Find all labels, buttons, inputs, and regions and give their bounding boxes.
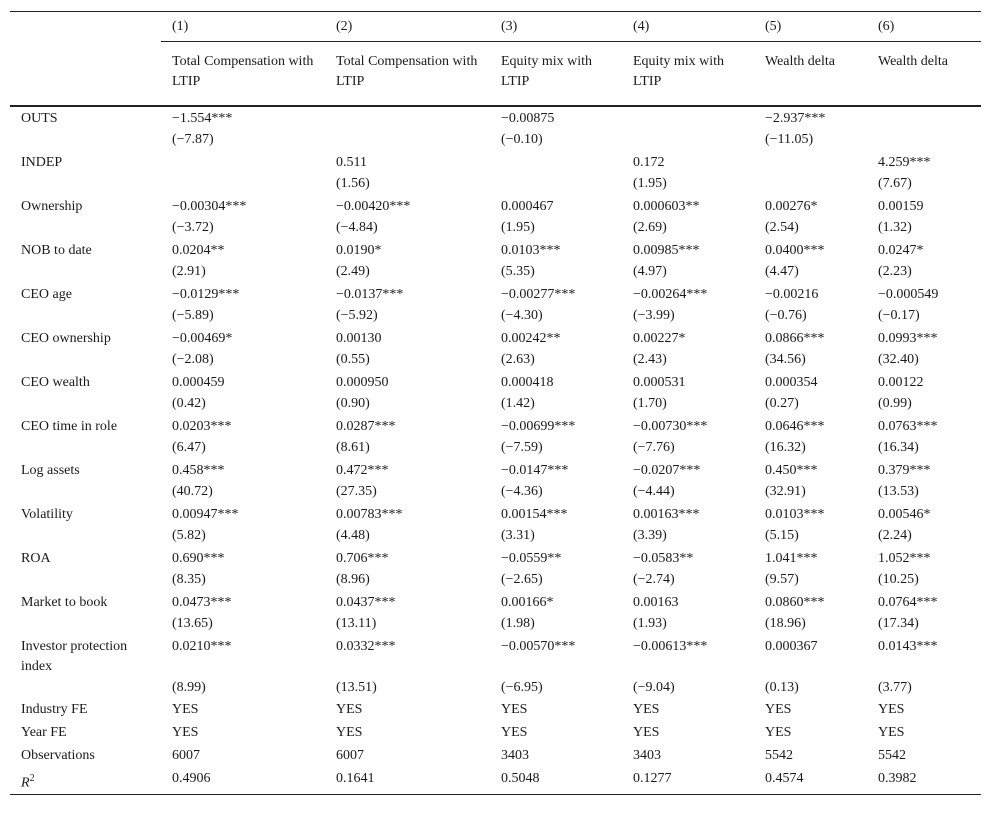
coefficient-cell: −0.00730***: [633, 419, 708, 434]
coefficient-cell: 0.0247*: [878, 243, 924, 258]
table-row: [10, 371, 981, 393]
t-statistic-cell: (0.13): [765, 680, 799, 695]
column-number: (2): [325, 12, 490, 42]
t-statistic-cell: (7.67): [878, 176, 912, 191]
t-statistic-cell: (−11.05): [765, 132, 814, 147]
column-label: Wealth delta: [867, 42, 981, 107]
table-row: [10, 239, 981, 261]
coefficient-cell: 1.052***: [878, 551, 931, 566]
coefficient-cell: −0.00613***: [633, 639, 708, 654]
coefficient-cell: 0.0287***: [336, 419, 396, 434]
coefficient-cell: 0.000467: [501, 199, 554, 214]
coefficient-cell: 0.000367: [765, 639, 818, 654]
column-number: (3): [490, 12, 622, 42]
table-row-tstat: [10, 613, 981, 635]
r-squared-cell: 0.5048: [490, 768, 622, 794]
t-statistic-cell: (−5.92): [336, 308, 378, 323]
coefficient-cell: −0.0147***: [501, 463, 569, 478]
t-statistic-cell: (32.40): [878, 352, 919, 367]
t-statistic-cell: (4.48): [336, 528, 370, 543]
t-statistic-cell: (0.27): [765, 396, 799, 411]
t-statistic-cell: (9.57): [765, 572, 799, 587]
coefficient-cell: 0.0332***: [336, 639, 396, 654]
column-label-row: [10, 42, 981, 107]
r-squared-letter: R: [21, 775, 30, 791]
t-statistic-cell: (5.82): [172, 528, 206, 543]
t-statistic-cell: (13.11): [336, 616, 377, 631]
coefficient-cell: 0.00985***: [633, 243, 700, 258]
t-statistic-cell: (1.42): [501, 396, 535, 411]
coefficient-cell: −0.000549: [878, 287, 939, 302]
coefficient-cell: 0.00163: [633, 595, 679, 610]
row-label-r-squared: [10, 768, 161, 794]
table-row: [10, 635, 981, 677]
coefficient-cell: 0.0646***: [765, 419, 825, 434]
t-statistic-cell: (16.32): [765, 440, 806, 455]
t-statistic-cell: (2.49): [336, 264, 370, 279]
t-statistic-cell: (17.34): [878, 616, 919, 631]
t-statistic-cell: (1.70): [633, 396, 667, 411]
coefficient-cell: 0.00154***: [501, 507, 568, 522]
t-statistic-cell: (1.93): [633, 616, 667, 631]
table-row-tstat: [10, 129, 981, 151]
stat-cell: 5542: [878, 748, 906, 763]
table-row: [10, 195, 981, 217]
table-row: [10, 415, 981, 437]
column-label: Equity mix with LTIP: [622, 42, 754, 107]
coefficient-cell: [622, 106, 754, 129]
row-label: Market to book: [21, 595, 108, 610]
stat-cell: YES: [501, 702, 528, 717]
row-label: Year FE: [21, 725, 67, 740]
column-label: Total Compensation with LTIP: [161, 42, 325, 107]
coefficient-cell: 0.00242**: [501, 331, 561, 346]
column-number: (6): [867, 12, 981, 42]
coefficient-cell: 0.0993***: [878, 331, 938, 346]
coefficient-cell: −0.0137***: [336, 287, 404, 302]
stat-cell: 6007: [336, 748, 364, 763]
row-label-empty: [10, 569, 161, 591]
table-row: [10, 503, 981, 525]
coefficient-cell: −0.00420***: [336, 199, 411, 214]
coefficient-cell: −0.0559**: [501, 551, 562, 566]
row-label: Ownership: [21, 199, 83, 214]
coefficient-cell: 0.172: [633, 155, 665, 170]
r-squared-cell: 0.1641: [325, 768, 490, 794]
stat-cell: YES: [633, 725, 660, 740]
coefficient-cell: 0.00130: [336, 331, 382, 346]
t-statistic-cell: (8.99): [172, 680, 206, 695]
stat-row: [10, 699, 981, 722]
coefficient-cell: −0.0207***: [633, 463, 701, 478]
coefficient-cell: 0.00166*: [501, 595, 554, 610]
t-statistic-cell: (0.90): [336, 396, 370, 411]
row-label-empty: [10, 261, 161, 283]
coefficient-cell: 0.000950: [336, 375, 389, 390]
table-row-tstat: [10, 173, 981, 195]
coefficient-cell: −0.00216: [765, 287, 819, 302]
t-statistic-cell: [490, 173, 622, 195]
stat-cell: 3403: [633, 748, 661, 763]
coefficient-cell: 0.000418: [501, 375, 554, 390]
stat-cell: YES: [336, 702, 363, 717]
coefficient-cell: 0.379***: [878, 463, 931, 478]
t-statistic-cell: (27.35): [336, 484, 377, 499]
table-row-tstat: [10, 481, 981, 503]
t-statistic-cell: (3.39): [633, 528, 667, 543]
table-row-tstat: [10, 525, 981, 547]
t-statistic-cell: (32.91): [765, 484, 806, 499]
stat-cell: YES: [501, 725, 528, 740]
t-statistic-cell: [161, 173, 325, 195]
t-statistic-cell: (2.23): [878, 264, 912, 279]
coefficient-cell: [490, 151, 622, 173]
coefficient-cell: 1.041***: [765, 551, 818, 566]
t-statistic-cell: (5.15): [765, 528, 799, 543]
coefficient-cell: 0.000531: [633, 375, 686, 390]
t-statistic-cell: (13.51): [336, 680, 377, 695]
stat-cell: 3403: [501, 748, 529, 763]
t-statistic-cell: (−5.89): [172, 308, 214, 323]
coefficient-cell: 0.00546*: [878, 507, 931, 522]
coefficient-cell: 0.706***: [336, 551, 389, 566]
t-statistic-cell: (5.35): [501, 264, 535, 279]
stat-row: [10, 745, 981, 768]
t-statistic-cell: (−6.95): [501, 680, 543, 695]
table-row: [10, 547, 981, 569]
table-row-tstat: [10, 305, 981, 327]
t-statistic-cell: (2.54): [765, 220, 799, 235]
stat-cell: 6007: [172, 748, 200, 763]
column-label: Equity mix with LTIP: [490, 42, 622, 107]
column-label: Total Compensation with LTIP: [325, 42, 490, 107]
stat-cell: YES: [878, 725, 905, 740]
coefficient-cell: 0.0866***: [765, 331, 825, 346]
header-corner-cell: [10, 42, 161, 107]
stat-cell: YES: [765, 702, 792, 717]
row-label-empty: [10, 305, 161, 327]
row-label-empty: [10, 393, 161, 415]
r-squared-cell: 0.3982: [867, 768, 981, 794]
coefficient-cell: 4.259***: [878, 155, 931, 170]
t-statistic-cell: (16.34): [878, 440, 919, 455]
row-label-empty: [10, 217, 161, 239]
table-row: [10, 591, 981, 613]
t-statistic-cell: (−7.76): [633, 440, 675, 455]
t-statistic-cell: (8.96): [336, 572, 370, 587]
coefficient-cell: 0.0190*: [336, 243, 382, 258]
row-label-empty: [10, 437, 161, 459]
t-statistic-cell: (−2.65): [501, 572, 543, 587]
column-label: Wealth delta: [754, 42, 867, 107]
table-row-tstat: [10, 261, 981, 283]
row-label: Volatility: [21, 507, 73, 522]
coefficient-cell: 0.00122: [878, 375, 924, 390]
column-number: (4): [622, 12, 754, 42]
t-statistic-cell: (−4.44): [633, 484, 675, 499]
table-row: [10, 459, 981, 481]
row-label: Industry FE: [21, 702, 88, 717]
coefficient-cell: 0.511: [336, 155, 367, 170]
coefficient-cell: 0.690***: [172, 551, 225, 566]
coefficient-cell: [325, 106, 490, 129]
coefficient-cell: −0.00304***: [172, 199, 247, 214]
t-statistic-cell: (−2.74): [633, 572, 675, 587]
coefficient-cell: 0.00947***: [172, 507, 239, 522]
stat-cell: YES: [878, 702, 905, 717]
coefficient-cell: 0.00159: [878, 199, 924, 214]
row-label-empty: [10, 129, 161, 151]
coefficient-cell: 0.0103***: [765, 507, 825, 522]
t-statistic-cell: (3.31): [501, 528, 535, 543]
coefficient-cell: 0.472***: [336, 463, 389, 478]
row-label: OUTS: [21, 111, 58, 126]
t-statistic-cell: (4.97): [633, 264, 667, 279]
coefficient-cell: −2.937***: [765, 111, 826, 126]
coefficient-cell: −0.0129***: [172, 287, 240, 302]
t-statistic-cell: (2.43): [633, 352, 667, 367]
coefficient-cell: 0.00227*: [633, 331, 686, 346]
row-label: CEO wealth: [21, 375, 90, 390]
t-statistic-cell: (1.95): [501, 220, 535, 235]
row-label-empty: [10, 173, 161, 195]
coefficient-cell: 0.0203***: [172, 419, 232, 434]
coefficient-cell: 0.00783***: [336, 507, 403, 522]
row-label: Investor protection index: [21, 639, 128, 674]
stat-cell: 5542: [765, 748, 793, 763]
coefficient-cell: 0.0400***: [765, 243, 825, 258]
t-statistic-cell: [325, 129, 490, 151]
t-statistic-cell: (0.42): [172, 396, 206, 411]
t-statistic-cell: (−4.30): [501, 308, 543, 323]
t-statistic-cell: (−0.76): [765, 308, 807, 323]
row-label: NOB to date: [21, 243, 92, 258]
stat-row: [10, 722, 981, 745]
t-statistic-cell: (8.61): [336, 440, 370, 455]
row-label-empty: [10, 349, 161, 371]
coefficient-cell: −1.554***: [172, 111, 233, 126]
t-statistic-cell: (0.99): [878, 396, 912, 411]
stat-cell: YES: [633, 702, 660, 717]
row-label: CEO ownership: [21, 331, 111, 346]
coefficient-cell: 0.0437***: [336, 595, 396, 610]
stat-cell: YES: [172, 725, 199, 740]
t-statistic-cell: (−3.72): [172, 220, 214, 235]
t-statistic-cell: (34.56): [765, 352, 806, 367]
t-statistic-cell: (−7.87): [172, 132, 214, 147]
t-statistic-cell: (2.69): [633, 220, 667, 235]
row-label-empty: [10, 677, 161, 699]
coefficient-cell: −0.00875: [501, 111, 555, 126]
table-row: [10, 283, 981, 305]
t-statistic-cell: (2.63): [501, 352, 535, 367]
t-statistic-cell: (1.98): [501, 616, 535, 631]
t-statistic-cell: (18.96): [765, 616, 806, 631]
regression-table: [10, 11, 981, 795]
coefficient-cell: 0.0210***: [172, 639, 232, 654]
t-statistic-cell: (−4.36): [501, 484, 543, 499]
coefficient-cell: 0.450***: [765, 463, 818, 478]
table-row-tstat: [10, 569, 981, 591]
t-statistic-cell: (0.55): [336, 352, 370, 367]
coefficient-cell: 0.458***: [172, 463, 225, 478]
r-squared-cell: 0.1277: [622, 768, 754, 794]
t-statistic-cell: (13.53): [878, 484, 919, 499]
row-label: Observations: [21, 748, 95, 763]
header-corner-cell: [10, 12, 161, 42]
column-number: (5): [754, 12, 867, 42]
table-row: [10, 151, 981, 173]
t-statistic-cell: (−2.08): [172, 352, 214, 367]
t-statistic-cell: (−0.17): [878, 308, 920, 323]
coefficient-cell: −0.00699***: [501, 419, 576, 434]
t-statistic-cell: (1.32): [878, 220, 912, 235]
coefficient-cell: −0.00277***: [501, 287, 576, 302]
table-row-tstat: [10, 393, 981, 415]
row-label: INDEP: [21, 155, 63, 170]
t-statistic-cell: (13.65): [172, 616, 213, 631]
coefficient-cell: 0.0204**: [172, 243, 225, 258]
coefficient-cell: 0.00276*: [765, 199, 818, 214]
coefficient-cell: 0.00163***: [633, 507, 700, 522]
t-statistic-cell: (4.47): [765, 264, 799, 279]
coefficient-cell: [754, 151, 867, 173]
t-statistic-cell: (40.72): [172, 484, 213, 499]
row-label: ROA: [21, 551, 51, 566]
r-squared-cell: 0.4906: [161, 768, 325, 794]
table-row-tstat: [10, 437, 981, 459]
coefficient-cell: [161, 151, 325, 173]
t-statistic-cell: (1.56): [336, 176, 370, 191]
coefficient-cell: 0.0103***: [501, 243, 561, 258]
t-statistic-cell: (3.77): [878, 680, 912, 695]
coefficient-cell: −0.00570***: [501, 639, 576, 654]
column-number-row: [10, 12, 981, 42]
coefficient-cell: 0.0143***: [878, 639, 938, 654]
t-statistic-cell: (−4.84): [336, 220, 378, 235]
row-label-empty: [10, 481, 161, 503]
table-row-tstat: [10, 677, 981, 699]
r-squared-cell: 0.4574: [754, 768, 867, 794]
row-label: CEO time in role: [21, 419, 118, 434]
t-statistic-cell: (10.25): [878, 572, 919, 587]
row-label-empty: [10, 613, 161, 635]
coefficient-cell: 0.0764***: [878, 595, 938, 610]
table-row-tstat: [10, 217, 981, 239]
t-statistic-cell: (2.24): [878, 528, 912, 543]
r-squared-row: [10, 768, 981, 794]
t-statistic-cell: [754, 173, 867, 195]
coefficient-cell: 0.0763***: [878, 419, 938, 434]
coefficient-cell: 0.000603**: [633, 199, 700, 214]
table-row: [10, 327, 981, 349]
r-squared-superscript: 2: [29, 773, 35, 784]
t-statistic-cell: (6.47): [172, 440, 206, 455]
table-row-tstat: [10, 349, 981, 371]
t-statistic-cell: (2.91): [172, 264, 206, 279]
t-statistic-cell: (−9.04): [633, 680, 675, 695]
coefficient-cell: [867, 106, 981, 129]
coefficient-cell: 0.0860***: [765, 595, 825, 610]
coefficient-cell: −0.00264***: [633, 287, 708, 302]
t-statistic-cell: (8.35): [172, 572, 206, 587]
table-body: [10, 106, 981, 794]
table-row: [10, 106, 981, 129]
stat-cell: YES: [172, 702, 199, 717]
t-statistic-cell: (1.95): [633, 176, 667, 191]
t-statistic-cell: [622, 129, 754, 151]
stat-cell: YES: [336, 725, 363, 740]
t-statistic-cell: (−0.10): [501, 132, 543, 147]
table-header: [10, 12, 981, 107]
t-statistic-cell: [867, 129, 981, 151]
coefficient-cell: −0.00469*: [172, 331, 233, 346]
row-label: Log assets: [21, 463, 80, 478]
t-statistic-cell: (−7.59): [501, 440, 543, 455]
regression-table-container: [10, 11, 981, 795]
coefficient-cell: −0.0583**: [633, 551, 694, 566]
stat-cell: YES: [765, 725, 792, 740]
coefficient-cell: 0.000354: [765, 375, 818, 390]
coefficient-cell: 0.000459: [172, 375, 225, 390]
t-statistic-cell: (−3.99): [633, 308, 675, 323]
row-label: CEO age: [21, 287, 72, 302]
coefficient-cell: 0.0473***: [172, 595, 232, 610]
column-number: (1): [161, 12, 325, 42]
row-label-empty: [10, 525, 161, 547]
